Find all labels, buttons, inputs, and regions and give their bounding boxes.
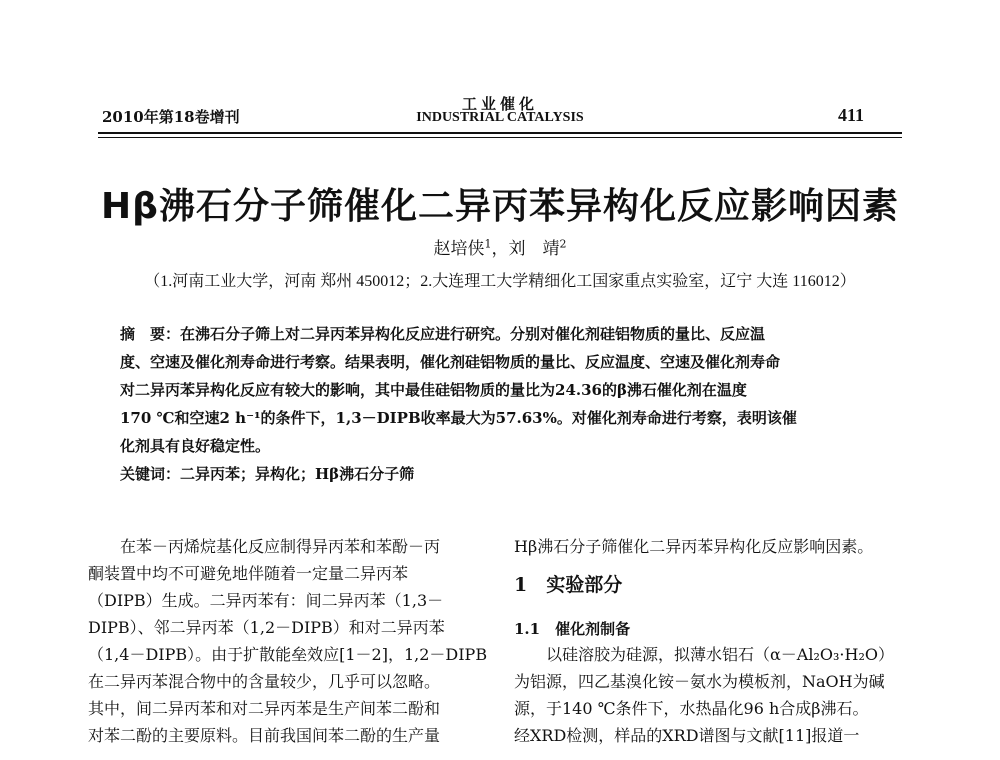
author-affiliation-mark: 1 [484,237,492,251]
abstract-line: 对二异丙苯异构化反应有较大的影响，其中最佳硅铝物质的量比为24.36的β沸石催化剂在温度 [120,381,747,399]
author-line [0,234,1000,259]
journal-name-english: INDUSTRIAL CATALYSIS [416,110,584,125]
section-heading: 1 实验部分 [514,574,623,596]
body-text-line: 以硅溶胶为硅源，拟薄水铝石（α－Al₂O₃·H₂O） [514,645,894,664]
body-text-line: 为铝源，四乙基溴化铵－氨水为模板剂，NaOH为碱 [514,672,885,691]
body-text-line: 源，于140 ℃条件下，水热晶化96 h合成β沸石。 [514,699,869,718]
body-text-line: 酮装置中均不可避免地伴随着一定量二异丙苯 [88,564,409,583]
header-rule-thick [98,132,902,134]
body-text-line: 其中，间二异丙苯和对二异丙苯是生产间苯二酚和 [88,699,441,718]
body-text-line: Hβ沸石分子筛催化二异丙苯异构化反应影响因素。 [514,537,874,556]
body-text-line: （1,4－DIPB）。由于扩散能垒效应[1－2]，1,2－DIPB [88,645,488,664]
author-affiliation-mark: 2 [559,237,567,251]
body-text-line: 在苯－丙烯烷基化反应制得异丙苯和苯酚－丙 [88,537,441,556]
abstract-line: 摘 要：在沸石分子筛上对二异丙苯异构化反应进行研究。分别对催化剂硅铝物质的量比、反应温 [120,325,766,343]
author-separator: ， [491,239,509,259]
keywords: 关键词：二异丙苯；异构化；Hβ沸石分子筛 [120,465,415,483]
running-header-issue: 2010年第18卷增刊 [102,108,240,126]
author-name: 刘 靖 [508,239,560,259]
body-text-line: 经XRD检测，样品的XRD谱图与文献[11]报道一 [514,726,860,745]
header-rule-thin [98,137,902,138]
body-text-line: （DIPB）生成。二异丙苯有：间二异丙苯（1,3－ [88,591,444,610]
journal-name-chinese: 工业催化 [461,95,538,113]
author-name: 赵培侠 [433,239,485,259]
page-number: 411 [838,105,865,125]
abstract-line: 度、空速及催化剂寿命进行考察。结果表明，催化剂硅铝物质的量比、反应温度、空速及催化剂寿命 [120,353,781,371]
abstract-line: 170 ℃和空速2 h⁻¹的条件下，1,3－DIPB收率最大为57.63%。对催化剂寿命进行考察，表明该催 [120,409,797,427]
subsection-heading: 1.1 催化剂制备 [514,620,631,638]
body-text-line: 在二异丙苯混合物中的含量较少，几乎可以忽略。 [88,672,441,691]
abstract-line: 化剂具有良好稳定性。 [120,437,271,455]
body-text-line: DIPB）、邻二异丙苯（1,2－DIPB）和对二异丙苯 [88,618,445,637]
affiliation: （1.河南工业大学，河南 郑州 450012；2.大连理工大学精细化工国家重点实验室，辽宁 大连 116012） [144,273,856,290]
body-text-line: 对苯二酚的主要原料。目前我国间苯二酚的生产量 [88,726,441,745]
paper-title: Hβ沸石分子筛催化二异丙苯异构化反应影响因素 [101,186,899,227]
